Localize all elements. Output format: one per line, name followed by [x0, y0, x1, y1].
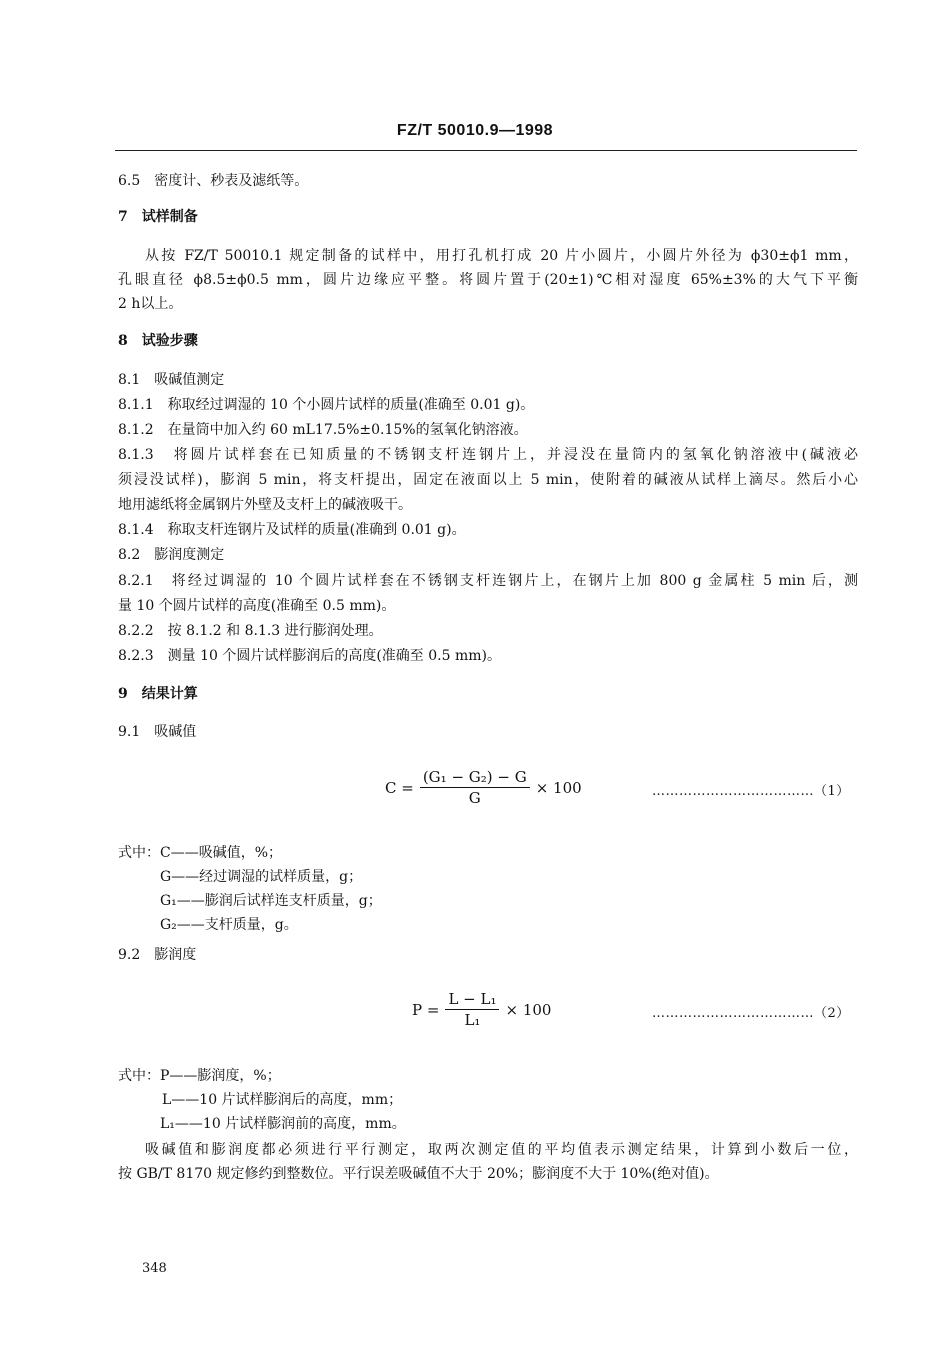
clause-8-1-3-line-1: 8.1.3 将圆片试样套在已知质量的不锈钢支杆连钢片上，并浸没在量筒内的氢氧化钠溶液中(碱液必: [118, 447, 858, 463]
where-l: L——10 片试样膨润后的高度，mm；: [162, 1092, 403, 1108]
clause-8-2-1-line-2: 量 10 个圆片试样的高度(准确至 0.5 mm)。: [118, 598, 396, 614]
where-g2: G₂——支杆质量，g。: [160, 917, 298, 933]
formula-2-denominator: L₁: [464, 1011, 481, 1029]
clause-8-2-1-line-1: 8.2.1 将经过调湿的 10 个圆片试样套在不锈钢支杆连钢片上，在钢片上加 800 g 金属柱 5 min 后，测: [118, 573, 858, 589]
formula-2-fraction: [445, 990, 499, 1029]
formula-2-lhs: P =: [412, 1000, 440, 1019]
clause-6-5: 6.5 密度计、秒表及滤纸等。: [118, 173, 309, 189]
formula-1-multiplier: × 100: [535, 778, 582, 797]
standard-code-header: FZ/T 50010.9—1998: [396, 122, 554, 139]
section-7-paragraph-line-3: 2 h以上。: [118, 296, 183, 312]
section-7-paragraph-line-1: 从按 FZ/T 50010.1 规定制备的试样中，用打孔机打成 20 片小圆片，小圆片外径为 ϕ30±ϕ1 mm，: [145, 248, 858, 264]
clause-8-1-4: 8.1.4 称取支杆连钢片及试样的质量(准确到 0.01 g)。: [118, 522, 466, 538]
section-9-heading: 9 结果计算: [118, 686, 198, 702]
where-c: 式中：C——吸碱值，%；: [118, 845, 283, 861]
formula-1-lhs: C =: [385, 778, 414, 797]
section-7-paragraph-line-2: 孔眼直径 ϕ8.5±ϕ0.5 mm，圆片边缘应平整。将圆片置于(20±1)℃相对湿度 65%±3%的大气下平衡: [118, 272, 858, 288]
page-number: 348: [142, 1261, 167, 1276]
clause-8-1-3-line-2: 须浸没试样)，膨润 5 min，将支杆提出，固定在液面以上 5 min，使附着的碱液从试样上滴尽。然后小心: [118, 472, 858, 488]
formula-2-number: ………………………………（2）: [652, 1006, 850, 1021]
clause-8-1-2: 8.1.2 在量筒中加入约 60 mL17.5%±0.15%的氢氧化钠溶液。: [118, 422, 528, 438]
formula-1: [385, 768, 582, 807]
clause-9-2: 9.2 膨润度: [118, 947, 197, 963]
where-g: G——经过调湿的试样质量，g；: [160, 869, 363, 885]
clause-8-1-1: 8.1.1 称取经过调湿的 10 个小圆片试样的质量(准确至 0.01 g)。: [118, 397, 535, 413]
final-paragraph-line-2: 按 GB/T 8170 规定修约到整数位。平行误差吸碱值不大于 20%；膨润度不大于 10%(绝对值)。: [118, 1166, 719, 1182]
clause-8-1: 8.1 吸碱值测定: [118, 372, 225, 388]
formula-2-numerator: L − L₁: [445, 990, 499, 1010]
final-paragraph-line-1: 吸碱值和膨润度都必须进行平行测定，取两次测定值的平均值表示测定结果，计算到小数后一位，: [145, 1142, 858, 1158]
clause-9-1: 9.1 吸碱值: [118, 724, 197, 740]
clause-8-2-3: 8.2.3 测量 10 个圆片试样膨润后的高度(准确至 0.5 mm)。: [118, 648, 501, 664]
clause-8-2-2: 8.2.2 按 8.1.2 和 8.1.3 进行膨润处理。: [118, 623, 383, 639]
clause-8-2: 8.2 膨润度测定: [118, 547, 225, 563]
section-7-heading: 7 试样制备: [118, 209, 198, 225]
where-l1: L₁——10 片试样膨润前的高度，mm。: [160, 1116, 406, 1132]
formula-1-number: ………………………………（1）: [652, 784, 850, 799]
formula-1-denominator: G: [468, 789, 481, 807]
section-8-heading: 8 试验步骤: [118, 333, 198, 349]
where-p: 式中：P——膨润度，%；: [118, 1068, 281, 1084]
header-rule: [115, 150, 857, 151]
clause-8-1-3-line-3: 地用滤纸将金属钢片外壁及支杆上的碱液吸干。: [118, 497, 412, 513]
formula-1-numerator: (G₁ − G₂) − G: [420, 768, 530, 788]
formula-2: [412, 990, 551, 1029]
where-g1: G₁——膨润后试样连支杆质量，g；: [160, 893, 382, 909]
formula-1-fraction: [420, 768, 530, 807]
formula-2-multiplier: × 100: [505, 1000, 552, 1019]
